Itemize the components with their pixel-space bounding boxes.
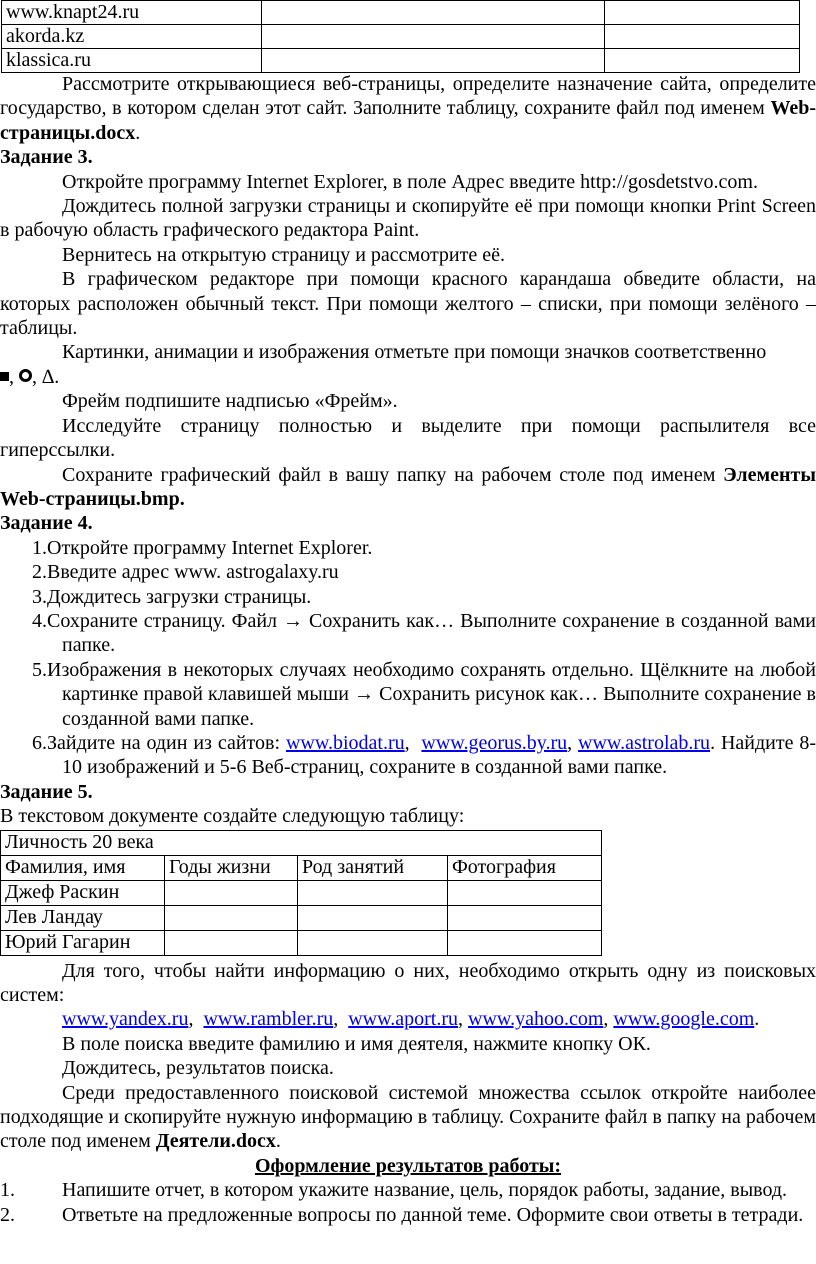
period: . — [275, 1130, 281, 1153]
table-header: Род занятий — [298, 855, 448, 880]
table-cell — [165, 880, 298, 905]
task3-p3: Вернитесь на открытую страницу и рассмотрите её. — [62, 243, 505, 266]
task3-p7: Исследуйте страницу полностью и выделите при помощи распылителя все гиперссылки. — [0, 414, 816, 462]
table-cell — [298, 905, 448, 930]
task3-p4: В графическом редакторе при помощи красного карандаша обведите области, на которых расположен обычный текст. При помощи желтого – списки, при помощи зелёного – таблицы. — [0, 268, 816, 340]
task5-filename: Деятели.docx — [155, 1130, 276, 1153]
biodat-link[interactable]: www.biodat.ru — [285, 731, 405, 754]
delta-icon: ∆ — [42, 365, 55, 388]
item-text: Сохраните страницу. Файл → Сохранить как… Выполните сохранение в созданной вами папке. — [47, 609, 816, 657]
intro-paragraph — [0, 72, 816, 145]
table-cell — [605, 25, 800, 49]
intro-text: Рассмотрите открывающиеся веб-страницы, определите назначение сайта, определите государство, в котором сделан этот сайт. Заполните таблицу, сохраните файл под именем — [0, 73, 816, 120]
separator: , — [9, 365, 14, 388]
task5-intro: В текстовом документе создайте следующую таблицу: — [0, 805, 465, 828]
table-row — [1, 905, 602, 930]
table-row — [1, 930, 602, 955]
item-number: 2. — [0, 1203, 15, 1226]
item-number: 1. — [32, 536, 47, 559]
yahoo-link[interactable]: www.yahoo.com — [468, 1008, 604, 1031]
list-item — [0, 560, 816, 584]
table-caption: Личность 20 века — [1, 830, 602, 855]
task5-p1: Для того, чтобы найти информацию о них, необходимо открыть одну из поисковых систем: — [0, 959, 816, 1006]
table-row — [1, 830, 602, 855]
table-cell: Джеф Раскин — [1, 880, 165, 905]
document-body — [0, 72, 816, 1227]
table-cell — [605, 49, 800, 73]
table-cell — [448, 880, 602, 905]
sites-table — [1, 0, 800, 73]
search-links: www.yandex.ru, www.rambler.ru, www.aport.ru, www.yahoo.com, www.google.com. — [62, 1008, 760, 1031]
table-cell — [605, 1, 800, 25]
table-cell — [298, 930, 448, 955]
results-title: Оформление результатов работы: — [254, 1154, 562, 1177]
table-header: Фотография — [448, 855, 602, 880]
task3-p8 — [0, 463, 816, 512]
item-text: Дождитесь загрузки страницы. — [47, 585, 312, 608]
task3-title: Задание 3. — [0, 146, 93, 169]
georus-link[interactable]: www.georus.by.ru — [421, 731, 568, 754]
table-cell — [448, 930, 602, 955]
yandex-link[interactable]: www.yandex.ru — [62, 1008, 189, 1031]
intro-filename: Web-страницы.docx — [0, 97, 816, 144]
task4-title: Задание 4. — [0, 512, 93, 535]
task3-p5 — [0, 340, 816, 389]
table-header: Фамилия, имя — [1, 855, 165, 880]
astrolab-link[interactable]: www.astrolab.ru — [578, 731, 711, 754]
period: . — [54, 365, 60, 388]
personalities-table — [0, 830, 602, 956]
list-item — [0, 1178, 816, 1202]
item-number: 3. — [32, 585, 47, 608]
table-cell — [165, 905, 298, 930]
item-text: . Найдите 8-10 изображений и 5-6 Веб-страниц, сохраните в созданной вами папке. — [62, 731, 816, 779]
table-cell: Юрий Гагарин — [1, 930, 165, 955]
task5-p4 — [0, 1081, 816, 1154]
table-cell: www.knapt24.ru — [2, 1, 262, 25]
table-cell: akorda.kz — [2, 25, 262, 49]
table-cell — [298, 880, 448, 905]
google-link[interactable]: www.google.com — [613, 1008, 755, 1031]
list-item: 6.Зайдите на один из сайтов: www.biodat.ru, www.georus.by.ru, www.astrolab.ru. Найдите 8-10 изображений и 5-6 Веб-страниц, сохраните в созданной вами папке. — [32, 731, 816, 779]
table-row — [2, 1, 800, 25]
task5-p4-text: Среди предоставленного поисковой системой множества ссылок откройте наиболее подходящие и скопируйте нужную информацию в таблицу. Сохраните файл в папку на рабочем столе под именем — [0, 1081, 816, 1153]
item-text: Изображения в некоторых случаях необходимо сохранять отдельно. Щёлкните на любой картинке правой клавишей мыши → Сохранить рисунок как… Выполните сохранение в созданной вами папке. — [47, 658, 816, 730]
item-number: 2. — [32, 561, 47, 584]
table-header: Годы жизни — [165, 855, 298, 880]
table-cell — [262, 49, 605, 73]
task3-p6: Фрейм подпишите надписью «Фрейм». — [62, 390, 398, 413]
table-cell — [262, 1, 605, 25]
task5-title: Задание 5. — [0, 780, 93, 803]
table-row — [2, 49, 800, 73]
table-cell — [262, 25, 605, 49]
task3-p8-text: Сохраните графический файл в вашу папку на рабочем столе под именем — [62, 463, 724, 486]
aport-link[interactable]: www.aport.ru — [348, 1008, 459, 1031]
item-number: 1. — [0, 1179, 15, 1202]
item-text: Зайдите на один из сайтов: — [47, 731, 286, 754]
list-item — [0, 658, 816, 731]
list-item — [0, 1203, 816, 1227]
item-number: 6. — [32, 731, 47, 754]
task3-filename: Элементы Web-страницы.bmp. — [0, 463, 816, 510]
task3-p5-text: Картинки, анимации и изображения отметьте при помощи значков соответственно — [62, 341, 767, 364]
rambler-link[interactable]: www.rambler.ru — [203, 1008, 334, 1031]
table-cell: klassica.ru — [2, 49, 262, 73]
table-cell — [165, 930, 298, 955]
item-text: Введите адрес www. astrogalaxy.ru — [47, 561, 339, 584]
table-row — [2, 25, 800, 49]
table-cell — [448, 905, 602, 930]
results-heading — [0, 1154, 816, 1178]
item-number: 4. — [32, 609, 47, 632]
table-row — [1, 880, 602, 905]
item-text: Откройте программу Internet Explorer. — [47, 536, 373, 559]
list-item — [0, 536, 816, 560]
item-text: Ответьте на предложенные вопросы по данной теме. Оформите свои ответы в тетради. — [62, 1203, 804, 1226]
task3-p1: Откройте программу Internet Explorer, в поле Адрес введите http://gosdetstvo.com. — [62, 170, 758, 193]
list-item — [0, 585, 816, 609]
item-text: Напишите отчет, в котором укажите название, цель, порядок работы, задание, вывод. — [62, 1179, 788, 1202]
table-cell: Лев Ландау — [1, 905, 165, 930]
circle-icon — [19, 369, 32, 382]
item-number: 5. — [32, 658, 47, 681]
separator: , — [32, 365, 37, 388]
filled-square-icon — [0, 372, 9, 381]
intro-end: . — [135, 121, 141, 144]
task5-p3: Дождитесь, результатов поиска. — [62, 1057, 334, 1080]
task5-p2: В поле поиска введите фамилию и имя деятеля, нажмите кнопку ОК. — [62, 1032, 651, 1055]
table-header-row — [1, 855, 602, 880]
list-item — [0, 609, 816, 658]
task3-p2: Дождитесь полной загрузки страницы и скопируйте её при помощи кнопки Print Screen в рабочую область графического редактора Paint. — [0, 195, 816, 242]
